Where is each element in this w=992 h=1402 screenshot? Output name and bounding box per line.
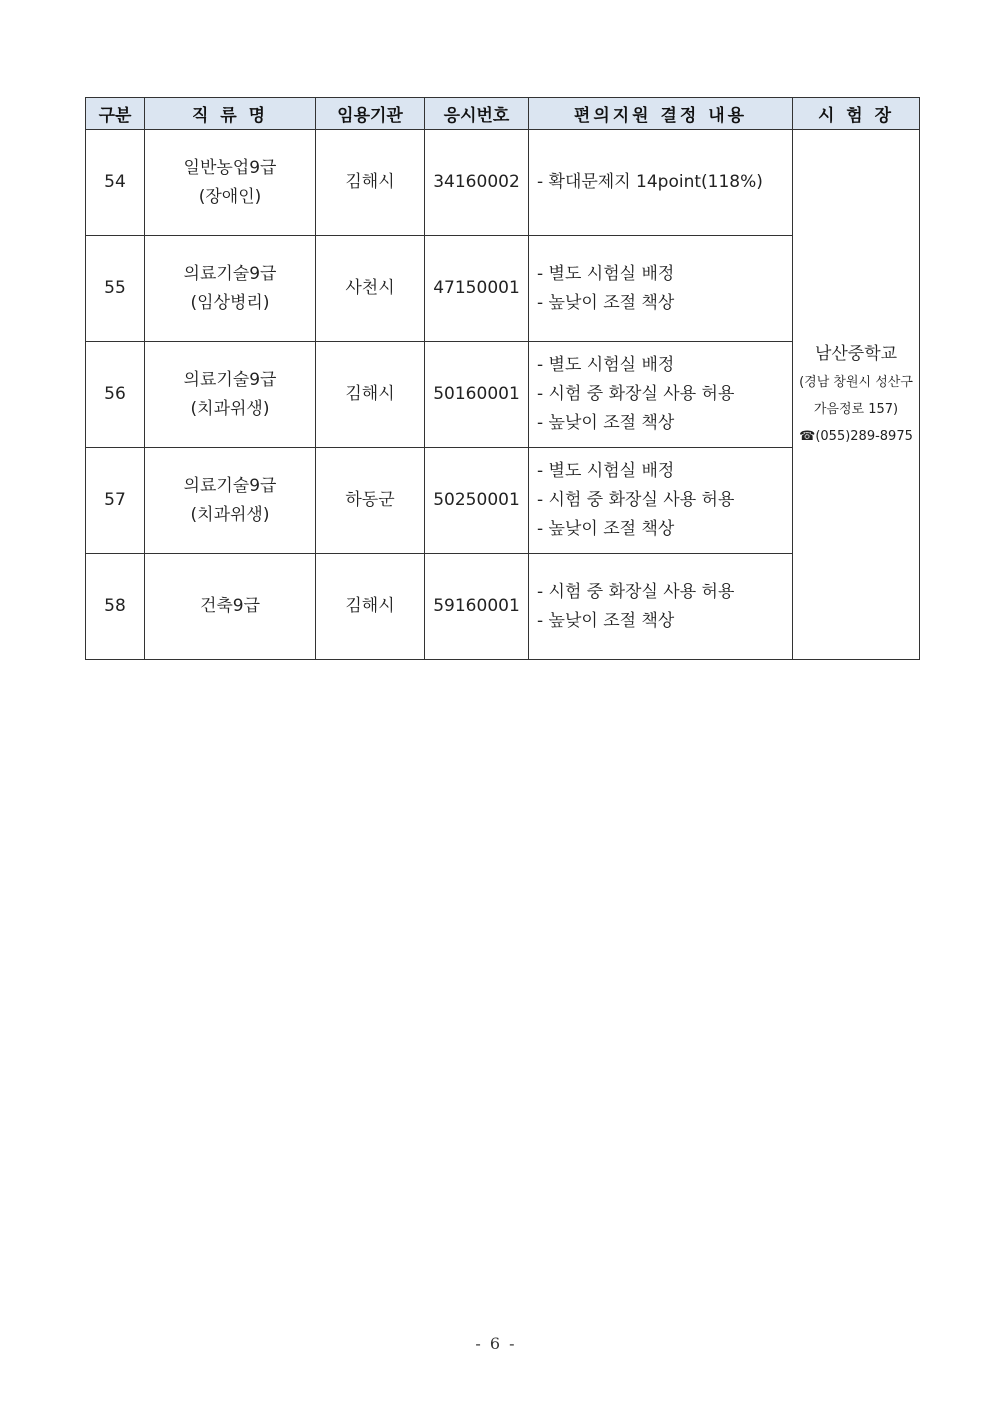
detail-item: - 별도 시험실 배정: [537, 355, 675, 375]
detail-item: - 별도 시험실 배정: [537, 263, 675, 284]
venue-address-line2: 가음정로 157): [813, 402, 899, 417]
phone-icon: ☎: [799, 429, 816, 444]
header-venue: 시 험 장: [793, 98, 920, 130]
venue-phone: (055)289-8975: [815, 429, 913, 444]
row-agency: 김해시: [316, 554, 425, 660]
row-no: 56: [86, 342, 145, 448]
row-agency: 김해시: [316, 130, 425, 236]
detail-item: - 높낮이 조절 책상: [537, 292, 675, 313]
detail-item: - 시험 중 화장실 사용 허용: [537, 384, 735, 404]
row-job: [145, 554, 316, 660]
job-title: 의료기술9급: [183, 263, 277, 284]
row-exam-no: 47150001: [425, 236, 529, 342]
row-details: [529, 554, 793, 660]
job-subtitle: (치과위생): [190, 504, 270, 525]
detail-item: - 높낮이 조절 책상: [537, 413, 675, 433]
row-no: 57: [86, 448, 145, 554]
detail-item: - 높낮이 조절 책상: [537, 519, 675, 539]
header-no: 구분: [86, 98, 145, 130]
job-title: 일반농업9급: [183, 157, 277, 178]
detail-item: - 높낮이 조절 책상: [537, 610, 675, 631]
page-number: - 6 -: [475, 1334, 517, 1353]
table-row: [86, 130, 920, 236]
row-job: [145, 342, 316, 448]
row-no: 58: [86, 554, 145, 660]
row-agency: 김해시: [316, 342, 425, 448]
job-title: 의료기술9급: [183, 369, 277, 390]
job-subtitle: (임상병리): [190, 292, 270, 313]
venue-phone-line: [793, 423, 919, 450]
header-job: 직 류 명: [145, 98, 316, 130]
job-title: 의료기술9급: [183, 475, 277, 496]
header-details: 편의지원 결정 내용: [529, 98, 793, 130]
row-no: 54: [86, 130, 145, 236]
detail-item: - 시험 중 화장실 사용 허용: [537, 581, 735, 602]
row-exam-no: 59160001: [425, 554, 529, 660]
row-agency: 하동군: [316, 448, 425, 554]
row-details: [529, 236, 793, 342]
job-subtitle: (장애인): [198, 186, 262, 207]
row-details: [529, 130, 793, 236]
row-agency: 사천시: [316, 236, 425, 342]
venue-name: 남산중학교: [814, 344, 898, 364]
detail-item: - 별도 시험실 배정: [537, 461, 675, 481]
venue-address-line1: (경남 창원시 성산구: [799, 375, 913, 390]
row-details: [529, 448, 793, 554]
row-exam-no: 50160001: [425, 342, 529, 448]
row-details: [529, 342, 793, 448]
job-subtitle: (치과위생): [190, 398, 270, 419]
accommodation-table: [85, 97, 920, 660]
row-exam-no: 50250001: [425, 448, 529, 554]
venue-cell: [793, 130, 920, 660]
header-row: [86, 98, 920, 130]
row-job: [145, 236, 316, 342]
detail-item: - 확대문제지 14point(118%): [537, 172, 763, 192]
row-job: [145, 130, 316, 236]
job-title: 건축9급: [199, 596, 261, 616]
row-exam-no: 34160002: [425, 130, 529, 236]
detail-item: - 시험 중 화장실 사용 허용: [537, 490, 735, 510]
header-exam-no: 응시번호: [425, 98, 529, 130]
row-job: [145, 448, 316, 554]
row-no: 55: [86, 236, 145, 342]
header-agency: 임용기관: [316, 98, 425, 130]
